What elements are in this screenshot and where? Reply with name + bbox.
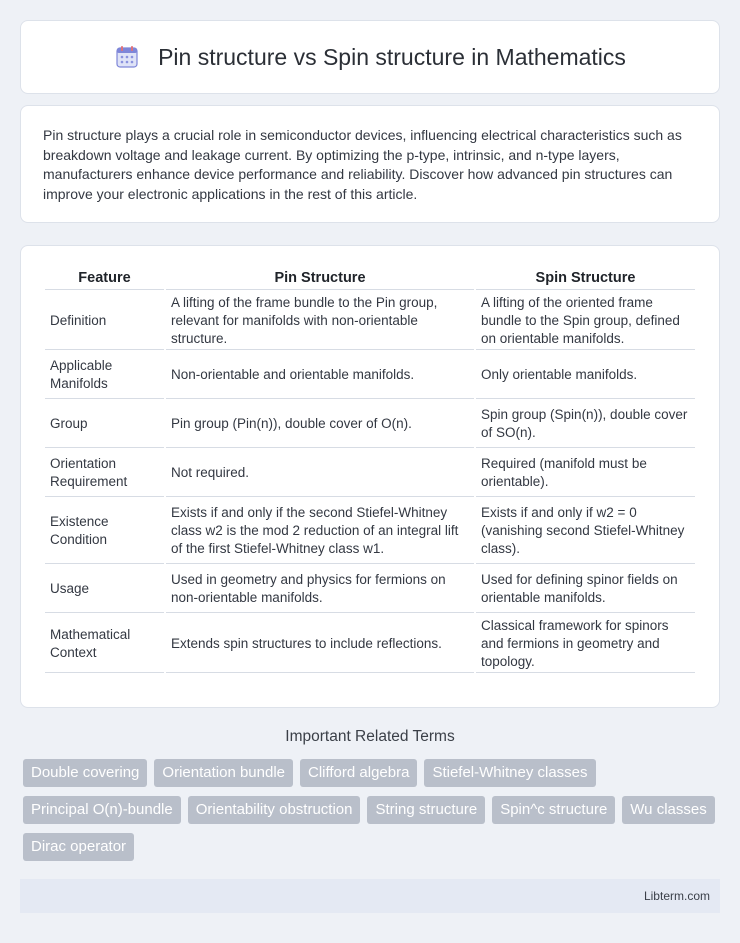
calendar-icon (114, 44, 140, 70)
spin-cell: Required (manifold must be orientable). (476, 450, 695, 497)
tag-principal-bundle[interactable]: Principal O(n)-bundle (23, 796, 181, 824)
feature-cell: Applicable Manifolds (45, 352, 164, 399)
feature-cell: Usage (45, 566, 164, 613)
tag-clifford-algebra[interactable]: Clifford algebra (300, 759, 417, 787)
table-row (45, 566, 695, 613)
intro-text: Pin structure plays a crucial role in semiconductor devices, influencing electrical characteristics such as breakdown voltage and leakage current. By optimizing the p-type, intrinsic, and n-type layers, manufacturers enhance device performance and reliability. Discover how advanced pin structures can improve your electronic applications in the rest of this article. (43, 127, 682, 202)
pin-cell: Pin group (Pin(n)), double cover of O(n). (166, 401, 474, 448)
table-row (45, 450, 695, 497)
footer (20, 879, 720, 913)
tag-string-structure[interactable]: String structure (367, 796, 485, 824)
spin-cell: Only orientable manifolds. (476, 352, 695, 399)
feature-cell: Orientation Requirement (45, 450, 164, 497)
spin-cell: A lifting of the oriented frame bundle to the Spin group, defined on orientable manifolds. (476, 292, 695, 350)
pin-cell: Non-orientable and orientable manifolds. (166, 352, 474, 399)
page-title: Pin structure vs Spin structure in Mathematics (158, 43, 626, 70)
intro-card (20, 105, 720, 223)
feature-cell: Mathematical Context (45, 615, 164, 673)
tag-double-covering[interactable]: Double covering (23, 759, 147, 787)
comparison-card (20, 245, 720, 708)
spin-cell: Used for defining spinor fields on orientable manifolds. (476, 566, 695, 613)
tag-stiefel-whitney-classes[interactable]: Stiefel-Whitney classes (424, 759, 595, 787)
related-terms-title: Important Related Terms (285, 728, 455, 745)
table-row (45, 615, 695, 673)
spin-cell: Exists if and only if w2 = 0 (vanishing second Stiefel-Whitney class). (476, 499, 695, 564)
spin-cell: Spin group (Spin(n)), double cover of SO(n). (476, 401, 695, 448)
tag-spinc-structure[interactable]: Spin^c structure (492, 796, 615, 824)
feature-cell: Definition (45, 292, 164, 350)
pin-cell: Used in geometry and physics for fermions on non-orientable manifolds. (166, 566, 474, 613)
header-pin: Pin Structure (166, 266, 474, 290)
feature-cell: Existence Condition (45, 499, 164, 564)
table-row (45, 401, 695, 448)
tag-dirac-operator[interactable]: Dirac operator (23, 833, 134, 861)
header-card (20, 20, 720, 94)
header-spin: Spin Structure (476, 266, 695, 290)
related-terms-section (20, 728, 720, 861)
tag-wu-classes[interactable]: Wu classes (622, 796, 714, 824)
tag-orientation-bundle[interactable]: Orientation bundle (154, 759, 293, 787)
comparison-table (43, 264, 697, 675)
footer-brand[interactable]: Libterm.com (643, 889, 710, 903)
pin-cell: Extends spin structures to include reflections. (166, 615, 474, 673)
table-row (45, 499, 695, 564)
table-row (45, 352, 695, 399)
header-feature: Feature (45, 266, 164, 290)
tag-orientability-obstruction[interactable]: Orientability obstruction (188, 796, 361, 824)
pin-cell: A lifting of the frame bundle to the Pin group, relevant for manifolds with non-orientable structure. (166, 292, 474, 350)
feature-cell: Group (45, 401, 164, 448)
related-tags (20, 759, 720, 861)
table-row (45, 292, 695, 350)
table-header-row (45, 266, 695, 290)
spin-cell: Classical framework for spinors and fermions in geometry and topology. (476, 615, 695, 673)
pin-cell: Exists if and only if the second Stiefel-Whitney class w2 is the mod 2 reduction of an integral lift of the first Stiefel-Whitney class w1. (166, 499, 474, 564)
pin-cell: Not required. (166, 450, 474, 497)
